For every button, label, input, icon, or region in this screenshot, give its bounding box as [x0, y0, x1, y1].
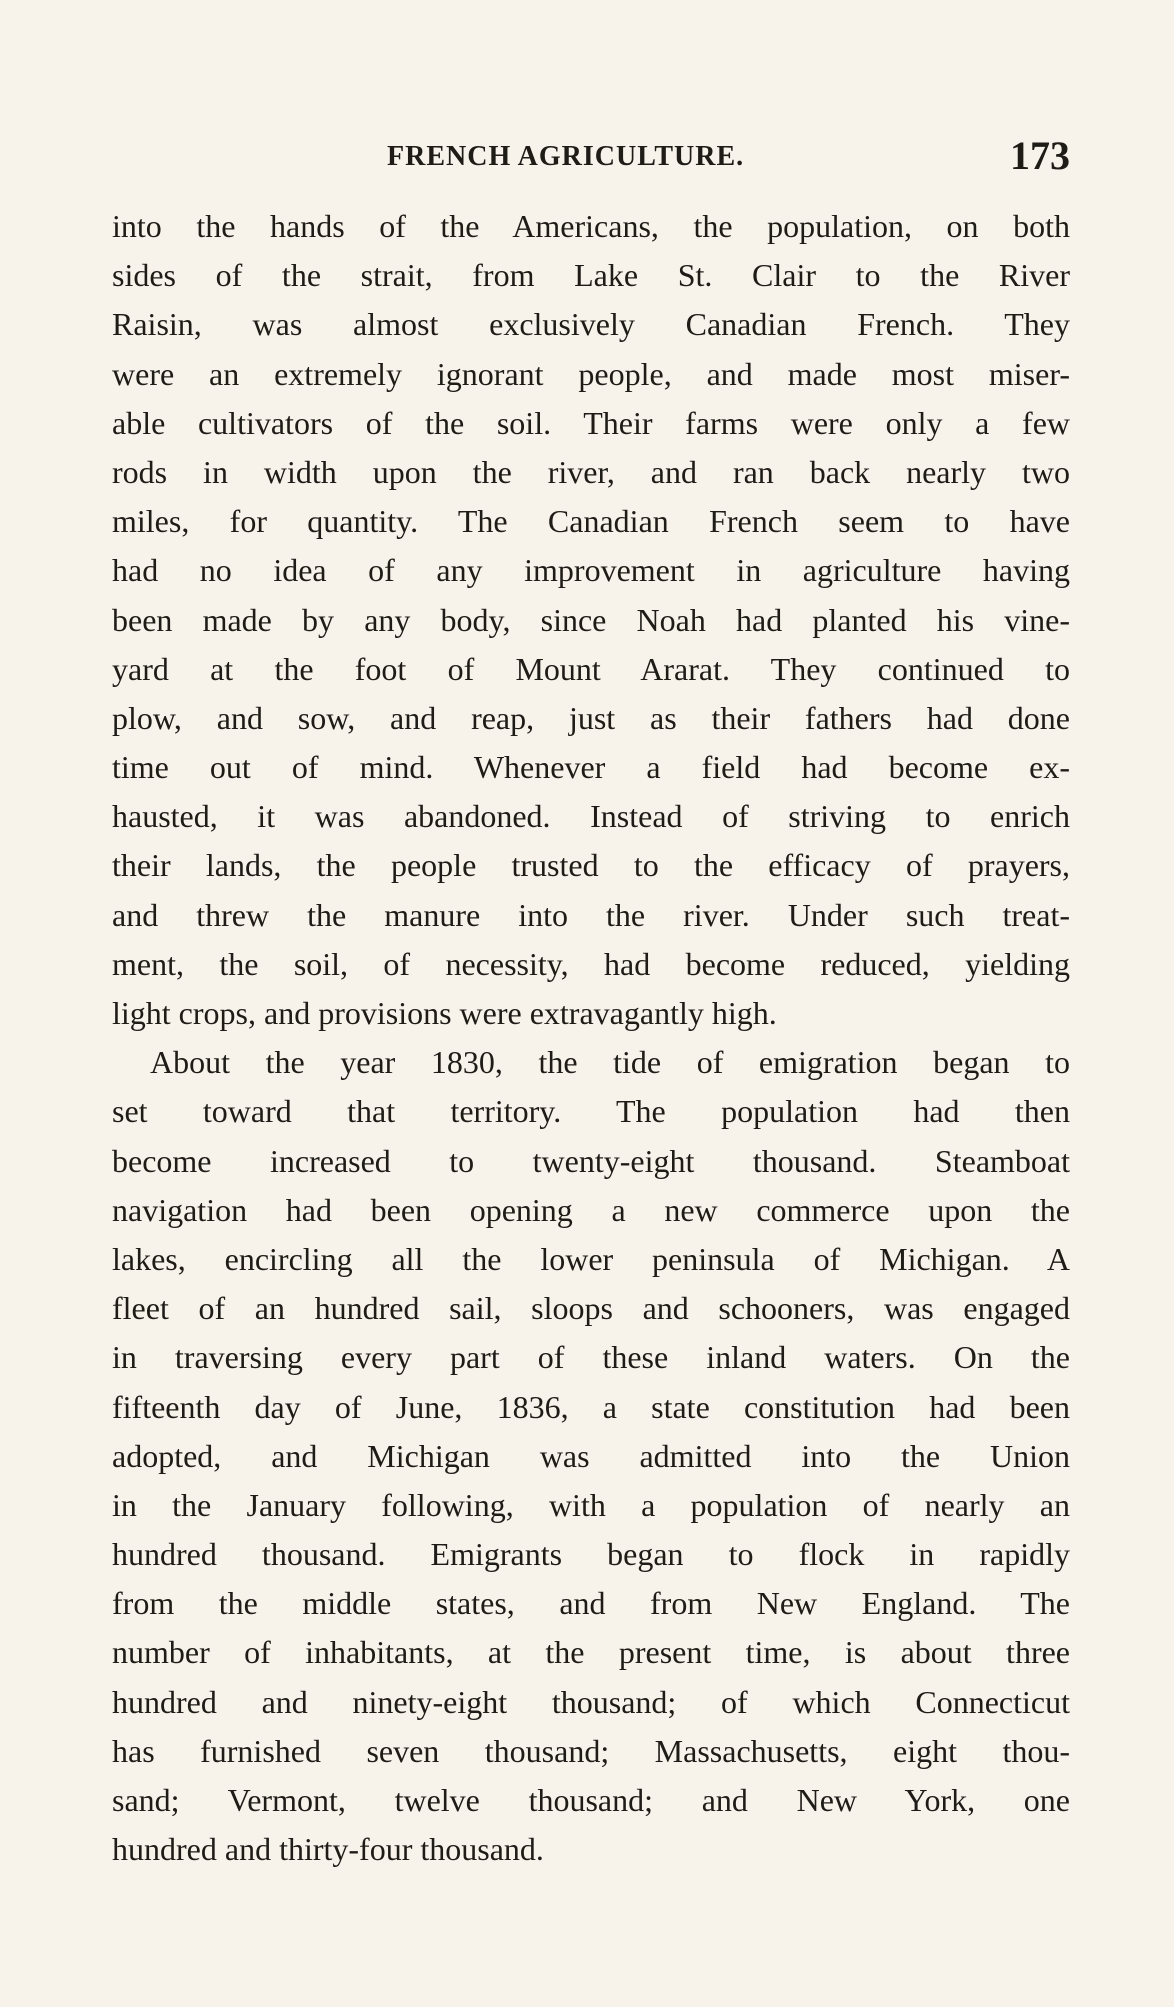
text-line: sand; Vermont, twelve thousand; and New York, one [112, 1782, 1070, 1818]
body-text [112, 202, 1070, 1874]
book-page [112, 132, 1070, 1982]
text-line: miles, for quantity. The Canadian French seem to have [112, 503, 1070, 540]
text-line: set toward that territory. The population had then [112, 1093, 1070, 1130]
text-line: fleet of an hundred sail, sloops and schooners, was engaged [112, 1290, 1070, 1327]
text-line: in the January following, with a population of nearly an [112, 1486, 1070, 1523]
text-line: had no idea of any improvement in agriculture having [112, 552, 1070, 589]
text-line: plow, and sow, and reap, just as their fathers had done [112, 699, 1070, 736]
text-line: in traversing every part of these inland waters. On the [112, 1339, 1070, 1376]
text-line: their lands, the people trusted to the efficacy of prayers, [112, 847, 1070, 884]
text-line: hundred and ninety-eight thousand; of which Connecticut [112, 1683, 1070, 1720]
text-line: rods in width upon the river, and ran back nearly two [112, 453, 1070, 490]
text-line: into the hands of the Americans, the population, on both [112, 208, 1070, 244]
text-line: able cultivators of the soil. Their farms were only a few [112, 404, 1070, 441]
text-line: fifteenth day of June, 1836, a state constitution had been [112, 1388, 1070, 1425]
text-line: adopted, and Michigan was admitted into the Union [112, 1437, 1070, 1474]
text-line: navigation had been opening a new commerce upon the [112, 1191, 1070, 1228]
text-line: ment, the soil, of necessity, had become reduced, yielding [112, 945, 1070, 982]
text-line: and threw the manure into the river. Under such treat- [112, 896, 1070, 933]
text-line: About the year 1830, the tide of emigration began to [150, 1044, 1070, 1081]
text-line: yard at the foot of Mount Ararat. They continued to [112, 650, 1070, 687]
text-line: hausted, it was abandoned. Instead of striving to enrich [112, 798, 1070, 835]
text-line: hundred thousand. Emigrants began to flock in rapidly [112, 1536, 1070, 1573]
running-head [112, 132, 1070, 202]
text-line: sides of the strait, from Lake St. Clair to the River [112, 257, 1070, 294]
text-line: been made by any body, since Noah had planted his vine- [112, 601, 1070, 638]
text-line: from the middle states, and from New England. The [112, 1585, 1070, 1622]
text-line: time out of mind. Whenever a field had become ex- [112, 749, 1070, 786]
page-number: 173 [1010, 133, 1070, 178]
text-line: light crops, and provisions were extravagantly high. [112, 995, 777, 1031]
text-line: become increased to twenty-eight thousand. Steamboat [112, 1142, 1070, 1179]
text-line: Raisin, was almost exclusively Canadian French. They [112, 306, 1070, 343]
running-title: FRENCH AGRICULTURE. [387, 141, 745, 172]
text-line: number of inhabitants, at the present time, is about three [112, 1634, 1070, 1671]
text-line: were an extremely ignorant people, and made most miser- [112, 355, 1070, 392]
text-line: hundred and thirty-four thousand. [112, 1831, 544, 1868]
text-line: has furnished seven thousand; Massachusetts, eight thou- [112, 1732, 1070, 1769]
text-line: lakes, encircling all the lower peninsula of Michigan. A [112, 1240, 1070, 1277]
